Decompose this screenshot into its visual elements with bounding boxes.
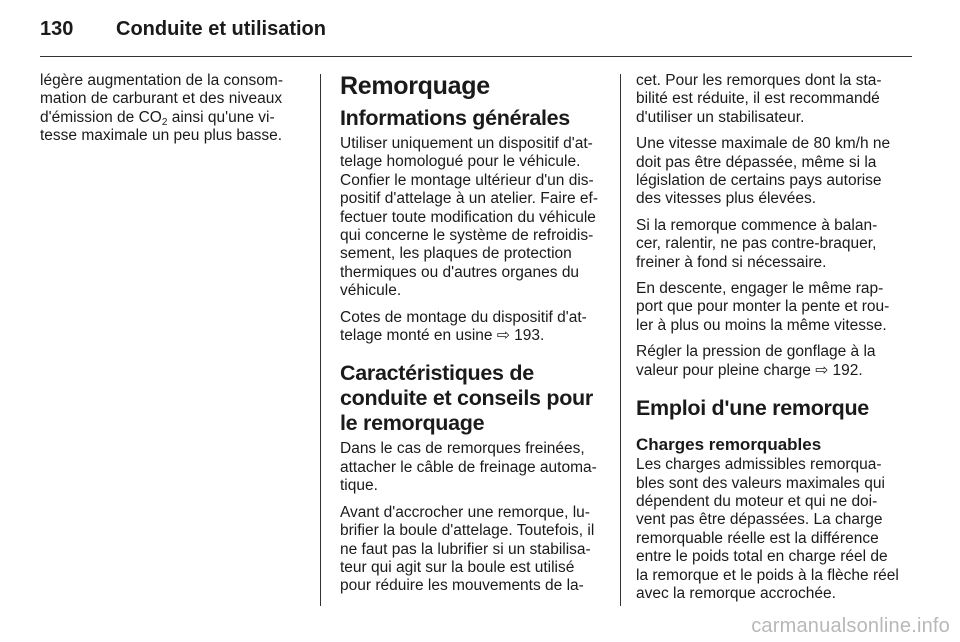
column-divider-1 <box>320 74 321 606</box>
column-divider-2 <box>620 74 621 606</box>
section-title: Conduite et utilisation <box>116 18 326 40</box>
heading-charges-remorquables: Charges remorquables <box>636 435 822 455</box>
page-header <box>40 18 326 48</box>
paragraph-pression: Régler la pression de gonflage à la valeur pour pleine charge ⇨ 192. <box>636 343 876 379</box>
column-3 <box>636 72 902 611</box>
page-number: 130 <box>40 18 74 40</box>
paragraph-stabilisateur: cet. Pour les remorques dont la sta-bilité est réduite, il est recommandé d'utiliser un stabilisateur. <box>636 72 882 126</box>
header-rule <box>40 56 912 57</box>
co2-subscript: 2 <box>161 116 168 128</box>
paragraph-vitesse: Une vitesse maximale de 80 km/h ne doit pas être dépassée, même si la législation de certains pays autorise des vitesses plus élevées. <box>636 135 891 208</box>
paragraph-char-2: Avant d'accrocher une remorque, lu-brifier la boule d'attelage. Toutefois, il ne faut pas la lubrifier si un stabilisa-teur qui agit sur la boule est utilisé pour réduire les mouvements de la- <box>340 503 595 595</box>
column-1 <box>40 72 302 154</box>
column-2 <box>340 72 606 604</box>
paragraph-fuel: légère augmentation de la consom-mation de carburant et des niveaux d'émission de $CO_2$ ainsi qu'une vi-tesse maximale un peu plus basse. <box>40 72 283 145</box>
heading-emploi-remorque: Emploi d'une remorque <box>636 396 869 421</box>
watermark: carmanualsonline.info <box>751 615 950 637</box>
paragraph-charges: Les charges admissibles remorqua-bles sont des valeurs maximales qui dépendent du moteur et qui ne doi-vent pas être dépassées. La charge remorquable réelle est la différence entre le poids total en charge réel de la remorque et le poids à la flèche réel avec la remorque accrochée. <box>636 456 899 602</box>
paragraph-general-1: Utiliser uniquement un dispositif d'at-telage homologué pour le véhicule. Confier le montage ultérieur d'un dis-positif d'attelage à un atelier. Faire ef-fectuer toute modification du véhicule qui concerne le système de refroidis-sement, les plaques de protection thermiques ou d'autres organes du véhicule. <box>340 135 598 300</box>
paragraph-general-2: Cotes de montage du dispositif d'at-telage monté en usine ⇨ 193. <box>340 308 587 345</box>
heading-remorquage: Remorquage <box>340 72 490 100</box>
paragraph-char-1: Dans le cas de remorques freinées, attacher le câble de freinage automa-tique. <box>340 440 597 495</box>
paragraph-balancer: Si la remorque commence à balan-cer, ralentir, ne pas contre-braquer, freiner à fond si nécessaire. <box>636 216 878 271</box>
paragraph-descente: En descente, engager le même rap-port que pour monter la pente et rou-ler à plus ou moins la même vitesse. <box>636 280 890 334</box>
heading-informations-generales: Informations générales <box>340 106 570 130</box>
heading-caracteristiques: Caractéristiques de conduite et conseils pour le remorquage <box>340 361 593 436</box>
